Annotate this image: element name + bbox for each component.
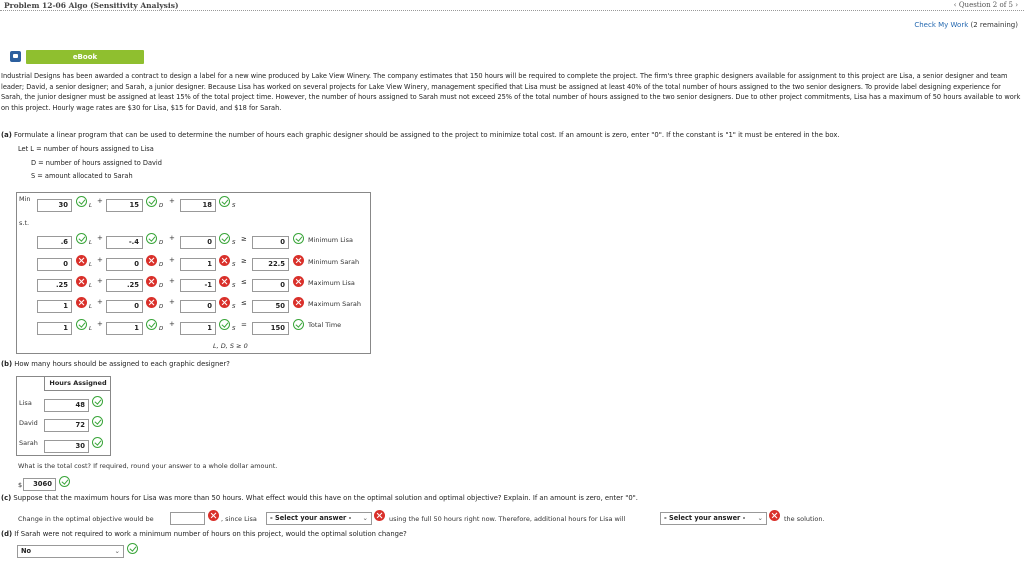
var-label: S [232, 240, 236, 246]
additional-hours-select[interactable] [660, 512, 767, 525]
incorrect-x-icon [219, 276, 230, 287]
c5-coef-lisa[interactable]: 1 [37, 322, 72, 335]
min-label: Min [19, 195, 31, 203]
c5-rhs[interactable]: 150 [252, 322, 289, 335]
c3-name: Maximum Lisa [308, 279, 355, 287]
c1-coef-lisa[interactable]: .6 [37, 236, 72, 249]
st-label: s.t. [19, 219, 30, 227]
hours-lisa-input[interactable]: 48 [44, 399, 89, 412]
chevron-down-icon: ⌄ [114, 547, 120, 555]
correct-check-icon [293, 233, 304, 244]
c4-name: Maximum Sarah [308, 300, 361, 308]
var-label: D [159, 304, 164, 310]
c2-coef-david[interactable]: 0 [106, 258, 143, 271]
sarah-minimum-select[interactable] [17, 545, 124, 558]
var-label: S [232, 326, 236, 332]
plus-sign: + [169, 197, 175, 205]
correct-check-icon [92, 416, 103, 427]
incorrect-x-icon [76, 255, 87, 266]
correct-check-icon [76, 196, 87, 207]
remaining-count: (2 remaining) [970, 21, 1018, 29]
plus-sign: + [169, 320, 175, 328]
hours-david-input[interactable]: 72 [44, 419, 89, 432]
chevron-down-icon: ⌄ [362, 514, 368, 522]
objective-change-input[interactable] [170, 512, 205, 525]
c5-coef-sarah[interactable]: 1 [180, 322, 216, 335]
part-a-question [1, 131, 840, 139]
nonnegativity: L, D, S ≥ 0 [213, 342, 248, 350]
c2-name: Minimum Sarah [308, 258, 360, 266]
var-label: S [232, 262, 236, 268]
question-navigator[interactable]: ‹ Question 2 of 5 › [953, 1, 1018, 9]
plus-sign: + [97, 277, 103, 285]
c5-name: Total Time [308, 321, 342, 329]
c4-coef-sarah[interactable]: 0 [180, 300, 216, 313]
var-label: L [89, 240, 93, 246]
plus-sign: + [97, 298, 103, 306]
c3-coef-sarah[interactable]: -1 [180, 279, 216, 292]
correct-check-icon [146, 196, 157, 207]
correct-check-icon [219, 233, 230, 244]
part-c-question [1, 494, 638, 502]
hours-sarah-input[interactable]: 30 [44, 440, 89, 453]
correct-check-icon [219, 196, 230, 207]
def-lisa: Let L = number of hours assigned to Lisa [18, 145, 154, 153]
check-my-work-link[interactable] [914, 21, 1018, 29]
check-my-work-label[interactable]: Check My Work [914, 21, 969, 29]
part-c-prefix: (c) [1, 494, 12, 502]
incorrect-x-icon [293, 255, 304, 266]
row-name-sarah: Sarah [19, 439, 38, 447]
var-label: S [232, 283, 236, 289]
c2-coef-sarah[interactable]: 1 [180, 258, 216, 271]
correct-check-icon [92, 396, 103, 407]
plus-sign: + [97, 256, 103, 264]
correct-check-icon [146, 319, 157, 330]
sarah-minimum-selected: No [21, 547, 32, 555]
plus-sign: + [97, 320, 103, 328]
var-label: L [89, 304, 93, 310]
correct-check-icon [59, 476, 70, 487]
c3-rhs[interactable]: 0 [252, 279, 289, 292]
plus-sign: + [97, 234, 103, 242]
var-label: L [89, 203, 93, 209]
part-d-question [1, 530, 407, 538]
lisa-usage-selected: - Select your answer - [270, 514, 352, 522]
additional-hours-selected: - Select your answer - [664, 514, 746, 522]
row-name-lisa: Lisa [19, 399, 32, 407]
relation-operator: ≥ [241, 235, 247, 243]
part-a-text: Formulate a linear program that can be used to determine the number of hours each graphic designer should be assigned to the project to minimize total cost. If an amount is zero, enter "0". If the constant is "1" it must be entered in the box. [13, 131, 840, 139]
c4-coef-lisa[interactable]: 1 [37, 300, 72, 313]
part-c-text: Suppose that the maximum hours for Lisa was more than 50 hours. What effect would this have on the optimal solution and optimal objective? Explain. If an amount is zero, enter "0". [13, 494, 638, 502]
var-label: S [232, 203, 236, 209]
part-d-text: If Sarah were not required to work a minimum number of hours on this project, would the optimal solution change? [14, 530, 407, 538]
currency-symbol: $ [18, 481, 23, 489]
var-label: L [89, 326, 93, 332]
relation-operator: ≤ [241, 278, 247, 286]
incorrect-x-icon [76, 276, 87, 287]
correct-check-icon [76, 319, 87, 330]
ebook-button[interactable]: eBook [26, 50, 144, 64]
c3-coef-lisa[interactable]: .25 [37, 279, 72, 292]
var-label: D [159, 283, 164, 289]
obj-coef-david[interactable]: 15 [106, 199, 143, 212]
part-c-sentence-1: Change in the optimal objective would be [18, 515, 154, 523]
part-b-text: How many hours should be assigned to each graphic designer? [14, 360, 230, 368]
var-label: D [159, 262, 164, 268]
var-label: L [89, 262, 93, 268]
part-c-sentence-4: the solution. [784, 515, 825, 523]
incorrect-x-icon [208, 510, 219, 521]
incorrect-x-icon [219, 255, 230, 266]
var-label: D [159, 240, 164, 246]
part-c-sentence-3: using the full 50 hours right now. Therefore, additional hours for Lisa will [389, 515, 626, 523]
plus-sign: + [169, 298, 175, 306]
relation-operator: ≥ [241, 257, 247, 265]
incorrect-x-icon [293, 276, 304, 287]
c2-rhs[interactable]: 22.5 [252, 258, 289, 271]
correct-check-icon [76, 233, 87, 244]
incorrect-x-icon [146, 297, 157, 308]
c4-rhs[interactable]: 50 [252, 300, 289, 313]
var-label: S [232, 304, 236, 310]
hours-column-header: Hours Assigned [44, 376, 111, 391]
obj-coef-sarah[interactable]: 18 [180, 199, 216, 212]
total-cost-input[interactable]: 3060 [23, 478, 56, 491]
part-d-prefix: (d) [1, 530, 13, 538]
incorrect-x-icon [219, 297, 230, 308]
part-b-prefix: (b) [1, 360, 13, 368]
var-label: D [159, 203, 164, 209]
c4-coef-david[interactable]: 0 [106, 300, 143, 313]
c3-coef-david[interactable]: .25 [106, 279, 143, 292]
def-david: D = number of hours assigned to David [31, 159, 162, 167]
incorrect-x-icon [374, 510, 385, 521]
incorrect-x-icon [76, 297, 87, 308]
var-label: D [159, 326, 164, 332]
part-a-prefix: (a) [1, 131, 12, 139]
problem-statement: Industrial Designs has been awarded a contract to design a label for a new wine produced by Lake View Winery. The company estimates that 150 hours will be required to complete the project. The firm's three graphic designers available for assignment to this project are Lisa, a senior designer and team leader; David, a senior designer; and Sarah, a junior designer. Because Lisa has worked on several projects for Lake View Winery, management specified that Lisa must be assigned at least 40% of the total number of hours assigned to the two senior designers. To provide label designing experience for Sarah, the junior designer must be assigned at least 15% of the total project time. However, the number of hours assigned to Sarah must not exceed 25% of the total number of hours assigned to the two senior designers. Due to other project commitments, Lisa has a maximum of 50 hours available to work on this project. Hourly wage rates are $30 for Lisa, $15 for David, and $18 for Sarah. [1, 72, 1021, 112]
plus-sign: + [97, 197, 103, 205]
correct-check-icon [146, 233, 157, 244]
incorrect-x-icon [146, 276, 157, 287]
problem-title: Problem 12-06 Algo (Sensitivity Analysis) [4, 1, 179, 10]
correct-check-icon [92, 437, 103, 448]
lisa-usage-select[interactable] [266, 512, 372, 525]
plus-sign: + [169, 256, 175, 264]
relation-operator: = [241, 321, 247, 329]
plus-sign: + [169, 277, 175, 285]
c1-name: Minimum Lisa [308, 236, 353, 244]
c5-coef-david[interactable]: 1 [106, 322, 143, 335]
c1-coef-sarah[interactable]: 0 [180, 236, 216, 249]
part-c-sentence-2: , since Lisa [221, 515, 257, 523]
def-sarah: S = amount allocated to Sarah [31, 172, 133, 180]
correct-check-icon [293, 319, 304, 330]
obj-coef-lisa[interactable]: 30 [37, 199, 72, 212]
correct-check-icon [127, 543, 138, 554]
c1-coef-david[interactable]: -.4 [106, 236, 143, 249]
row-name-david: David [19, 419, 38, 427]
incorrect-x-icon [293, 297, 304, 308]
c1-rhs[interactable]: 0 [252, 236, 289, 249]
header-divider [0, 10, 1024, 11]
incorrect-x-icon [769, 510, 780, 521]
incorrect-x-icon [146, 255, 157, 266]
correct-check-icon [219, 319, 230, 330]
total-cost-question: What is the total cost? If required, round your answer to a whole dollar amount. [18, 462, 278, 470]
var-label: L [89, 283, 93, 289]
plus-sign: + [169, 234, 175, 242]
chevron-down-icon: ⌄ [757, 514, 763, 522]
c2-coef-lisa[interactable]: 0 [37, 258, 72, 271]
ebook-icon[interactable] [10, 51, 21, 62]
relation-operator: ≤ [241, 299, 247, 307]
part-b-question [1, 360, 230, 368]
